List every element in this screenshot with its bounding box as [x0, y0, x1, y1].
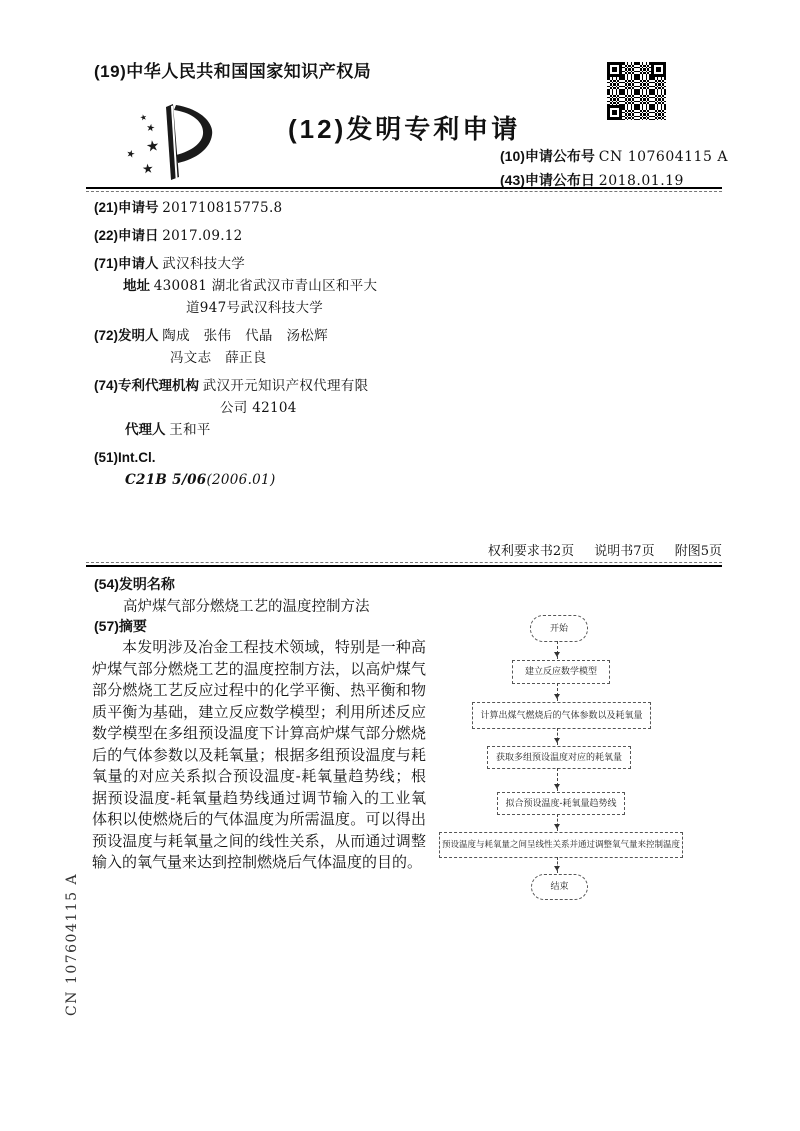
publication-date-value: 2018.01.19 — [598, 173, 684, 189]
figures-pages: 附图5页 — [674, 544, 722, 559]
publication-number — [500, 146, 728, 166]
agency-name: 武汉开元知识产权代理有限 — [202, 378, 369, 394]
address-value-cont: 道947号武汉科技大学 — [186, 300, 324, 316]
intcl-version: (2006.01) — [206, 472, 276, 488]
flow-arrow-icon — [557, 857, 558, 873]
bibliographic-section — [94, 197, 444, 497]
application-date-row — [94, 225, 444, 247]
inventors-label: (72)发明人 — [94, 328, 159, 343]
flowchart-end-node: 结束 — [531, 874, 588, 900]
application-date-value: 2017.09.12 — [162, 228, 243, 244]
star-icon: ★ — [141, 160, 155, 177]
intcl-label: (51)Int.Cl. — [94, 450, 156, 465]
flowchart-step-4: 拟合预设温度-耗氧量趋势线 — [497, 792, 625, 815]
agent-label: 代理人 — [125, 422, 166, 437]
page-counts — [300, 540, 722, 559]
document-type-title: (12)发明专利申请 — [288, 114, 521, 144]
application-number-row — [94, 197, 444, 219]
flowchart-start-node: 开始 — [530, 615, 588, 642]
flow-arrow-icon — [557, 728, 558, 745]
flowchart-step-1: 建立反应数学模型 — [512, 660, 610, 684]
application-date-label: (22)申请日 — [94, 228, 159, 243]
patent-office-name: (19)中华人民共和国国家知识产权局 — [94, 62, 372, 81]
publication-number-value: CN 107604115 A — [598, 149, 728, 165]
margin-publication-id: CN 107604115 A — [64, 872, 80, 1016]
inventors-names-cont: 冯文志 薛正良 — [170, 350, 267, 366]
flowchart-step-3: 获取多组预设温度对应的耗氧量 — [487, 746, 631, 769]
flow-arrow-icon — [557, 768, 558, 791]
address-label: 地址 — [123, 278, 150, 293]
applicant-value: 武汉科技大学 — [162, 256, 246, 272]
qr-code — [607, 62, 666, 120]
star-icon: ★ — [139, 112, 148, 123]
abstract-label: (57)摘要 — [94, 618, 147, 634]
abstract-text: 本发明涉及冶金工程技术领域，特别是一种高炉煤气部分燃烧工艺的温度控制方法，以高炉煤气部分燃烧工艺反应过程中的化学平衡、热平衡和物质平衡为基础，建立反应数学模型；利用所述反应数学模型在多组预设温度下计算高炉煤气部分燃烧后的气体参数以及耗氧量；根据多组预设温度与耗氧量的对应关系拟合预设温度-耗氧量趋势线；根据预设温度-耗氧量趋势线通过调节输入的工业氧体积以使燃烧后的气体温度为所需温度。可以得出预设温度与耗氧量之间的线性关系，从而通过调整输入的氧气量来达到控制燃烧后气体温度的目的。 — [92, 638, 426, 871]
intcl-code: C21B 5/06 — [125, 472, 207, 488]
flowchart-step-5: 预设温度与耗氧量之间呈线性关系并通过调整氧气量来控制温度 — [439, 832, 683, 858]
invention-title: 高炉煤气部分燃烧工艺的温度控制方法 — [123, 599, 370, 615]
header-divider — [86, 187, 722, 192]
flow-arrow-icon — [557, 641, 558, 659]
address-value: 430081 湖北省武汉市青山区和平大 — [153, 278, 378, 294]
flowchart-step-2: 计算出煤气燃烧后的气体参数以及耗氧量 — [472, 702, 651, 729]
star-icon: ★ — [124, 148, 137, 161]
claims-pages: 权利要求书2页 — [487, 544, 575, 559]
qr-finder-icon — [651, 62, 666, 77]
qr-finder-icon — [607, 62, 622, 77]
agency-label: (74)专利代理机构 — [94, 378, 200, 393]
inventors-names: 陶成 张伟 代晶 汤松辉 — [162, 328, 328, 344]
flow-arrow-icon — [557, 814, 558, 831]
application-number-label: (21)申请号 — [94, 200, 159, 215]
star-icon: ★ — [144, 137, 161, 156]
cnipa-logo — [118, 98, 223, 190]
intcl-row — [94, 447, 444, 491]
star-icon: ★ — [145, 122, 156, 135]
qr-finder-icon — [607, 105, 622, 120]
invention-title-label: (54)发明名称 — [94, 576, 175, 592]
agency-name-cont: 公司 42104 — [220, 400, 297, 416]
applicant-row — [94, 253, 444, 319]
section-divider — [86, 562, 722, 567]
publication-number-label: (10)申请公布号 — [500, 148, 595, 164]
applicant-label: (71)申请人 — [94, 256, 159, 271]
flow-arrow-icon — [557, 683, 558, 701]
agent-name: 王和平 — [169, 422, 211, 438]
application-number-value: 201710815775.8 — [162, 200, 283, 216]
publication-date-label: (43)申请公布日 — [500, 172, 595, 188]
description-pages: 说明书7页 — [594, 544, 655, 559]
inventors-row — [94, 325, 444, 369]
monument-icon — [156, 100, 216, 184]
agency-row — [94, 375, 444, 441]
